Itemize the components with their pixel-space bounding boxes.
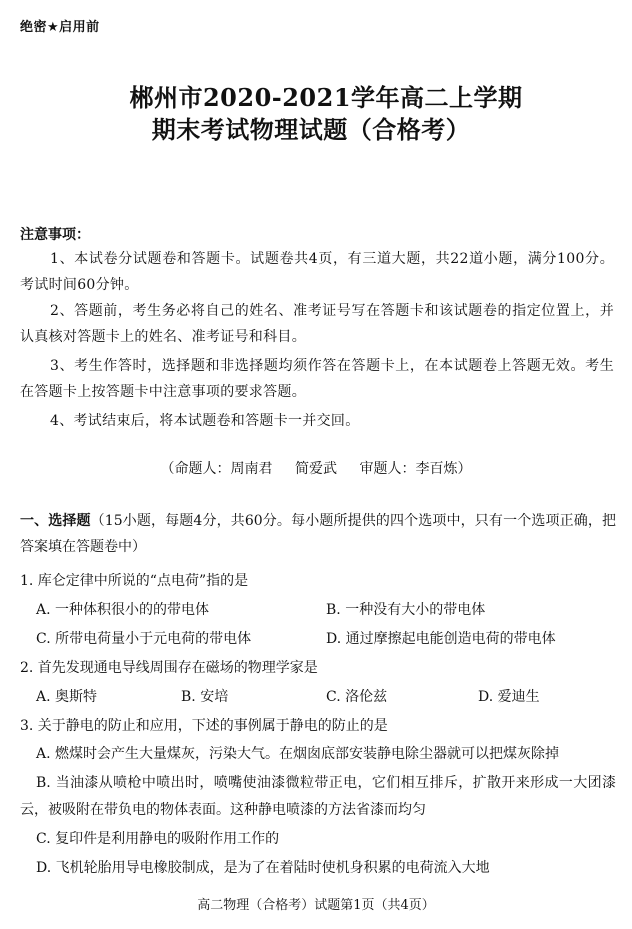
setter-1: （命题人：周南君 <box>160 461 273 477</box>
q2-option-b: B. 安培 <box>181 689 229 705</box>
exam-title-line2: 期末考试物理试题（合格考） <box>151 115 471 144</box>
question-3-stem: 3. 关于静电的防止和应用，下述的事例属于静电的防止的是 <box>20 718 388 734</box>
question-1-stem: 1. 库仑定律中所说的“点电荷”指的是 <box>20 573 249 589</box>
q1-option-d: D. 通过摩擦起电能创造电荷的带电体 <box>326 631 556 647</box>
setter-2: 简爱武 <box>295 461 337 477</box>
q3-option-d: D. 飞机轮胎用导电橡胶制成，是为了在着陆时使机身积累的电荷流入大地 <box>36 860 490 876</box>
page-footer: 高二物理（合格考）试题第1页（共4页） <box>197 898 435 913</box>
notice-item-3: 3、考生作答时，选择题和非选择题均须作答在答题卡上，在本试题卷上答题无效。考生在答题卡上按答题卡中注意事项的要求答题。 <box>20 358 614 400</box>
notice-item-1: 1、本试卷分试题卷和答题卡。试题卷共4页，有三道大题，共22道小题，满分100分。考试时间60分钟。 <box>20 251 614 293</box>
notice-item-4: 4、考试结束后，将本试题卷和答题卡一并交回。 <box>50 413 360 429</box>
section-choice <box>20 508 616 560</box>
q2-option-a: A. 奥斯特 <box>36 689 98 705</box>
section-desc: （15小题，每题4分，共60分。每小题所提供的四个选项中，只有一个选项正确，把答案填在答题卷中） <box>20 513 616 555</box>
q2-option-d: D. 爱迪生 <box>478 689 540 705</box>
question-2-stem: 2. 首先发现通电导线周围存在磁场的物理学家是 <box>20 660 318 676</box>
q1-option-c: C. 所带电荷量小于元电荷的带电体 <box>36 631 252 647</box>
q1-option-b: B. 一种没有大小的带电体 <box>326 602 486 618</box>
confidential-label: 绝密★启用前 <box>20 20 100 35</box>
reviewer: 审题人：李百炼） <box>359 461 472 477</box>
q2-option-c: C. 洛伦兹 <box>326 689 388 705</box>
q3-option-a: A. 燃煤时会产生大量煤灰，污染大气。在烟囱底部安装静电除尘器就可以把煤灰除掉 <box>36 746 560 762</box>
section-title: 一、选择题 <box>20 513 91 529</box>
q3-option-b: B. 当油漆从喷枪中喷出时，喷嘴使油漆微粒带正电，它们相互排斥，扩散开来形成一大团漆云，被吸附在带负电的物体表面。这种静电喷漆的方法省漆而均匀 <box>20 775 616 818</box>
q3-option-c: C. 复印件是利用静电的吸附作用工作的 <box>36 831 280 847</box>
notice-item-2: 2、答题前，考生务必将自己的姓名、准考证号写在答题卡和该试题卷的指定位置上，并认真核对答题卡上的姓名、准考证号和科目。 <box>20 303 614 345</box>
exam-title-line1: 郴州市2020-2021学年高二上学期 <box>129 83 523 112</box>
authors-line <box>0 458 632 478</box>
q1-option-a: A. 一种体积很小的的带电体 <box>36 602 210 618</box>
notice-heading: 注意事项： <box>20 227 90 243</box>
